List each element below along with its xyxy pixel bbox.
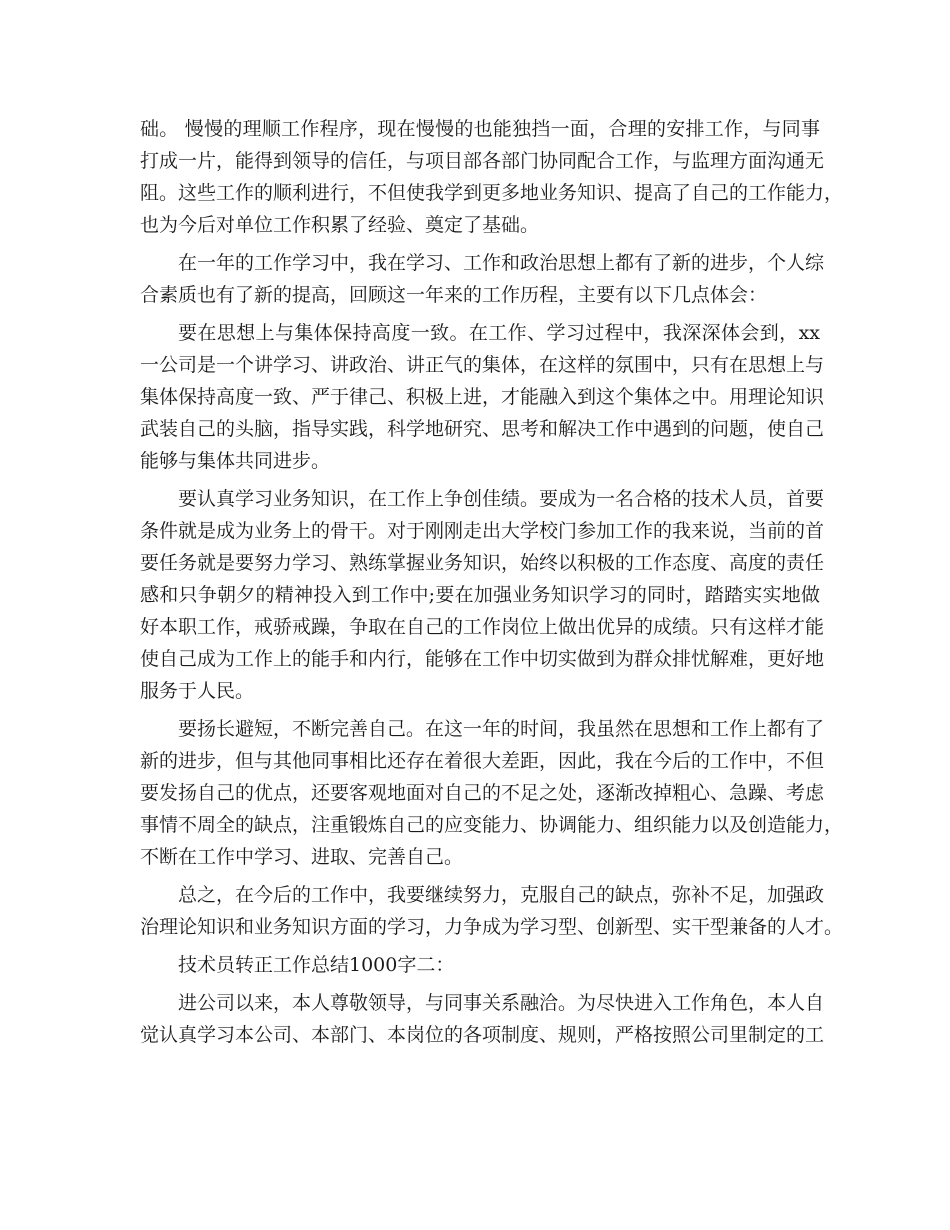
text-line: 感和只争朝夕的精神投入到工作中;要在加强业务知识学习的同时，踏踏实实地做 — [140, 584, 820, 606]
text-line: 打成一片，能得到领导的信任，与项目部各部门协同配合工作，与监理方面沟通无 — [140, 150, 825, 172]
text-line: 也为今后对单位工作积累了经验、奠定了基础。 — [140, 214, 540, 236]
text-line: 使自己成为工作上的能手和内行，能够在工作中切实做到为群众排忧解难，更好地 — [140, 648, 825, 670]
text-line: 阻。这些工作的顺利进行，不但使我学到更多地业务知识、提高了自己的工作能力， — [140, 182, 844, 204]
text-line: 要任务就是要努力学习、熟练掌握业务知识，始终以积极的工作态度、高度的责任 — [140, 552, 825, 574]
text-line: 总之，在今后的工作中，我要继续努力，克服自己的缺点，弥补不足，加强政 — [178, 884, 825, 906]
text-line: 集体保持高度一致、严于律己、积极上进，才能融入到这个集体之中。用理论知识 — [140, 386, 825, 408]
text-line: 要发扬自己的优点，还要客观地面对自己的不足之处，逐渐改掉粗心、急躁、考虑 — [140, 782, 825, 804]
paragraph — [140, 879, 844, 943]
paragraph — [140, 317, 825, 477]
text-line: 治理论知识和业务知识方面的学习，力争成为学习型、创新型、实干型兼备的人才。 — [140, 916, 844, 938]
text-line: 要认真学习业务知识，在工作上争创佳绩。要成为一名合格的技术人员，首要 — [178, 488, 825, 510]
text-line: 础。 慢慢的理顺工作程序，现在慢慢的也能独挡一面，合理的安排工作，与同事 — [140, 118, 820, 140]
text-line: 条件就是成为业务上的骨干。对于刚刚走出大学校门参加工作的我来说，当前的首 — [140, 520, 825, 542]
text-line: 技术员转正工作总结1000字二： — [178, 954, 455, 976]
document-page — [140, 113, 844, 1051]
paragraph — [140, 247, 825, 311]
text-line: 新的进步，但与其他同事相比还存在着很大差距，因此，我在今后的工作中，不但 — [140, 750, 825, 772]
document-body — [140, 113, 844, 1051]
text-line: 事情不周全的缺点，注重锻炼自己的应变能力、协调能力、组织能力以及创造能力， — [140, 814, 844, 836]
text-line: 要在思想上与集体保持高度一致。在工作、学习过程中，我深深体会到，xx — [178, 322, 820, 344]
paragraph — [140, 987, 825, 1051]
text-line: 一公司是一个讲学习、讲政治、讲正气的集体，在这样的氛围中，只有在思想上与 — [140, 354, 825, 376]
paragraph — [140, 713, 844, 873]
paragraph — [140, 949, 820, 981]
text-line: 要扬长避短，不断完善自己。在这一年的时间，我虽然在思想和工作上都有了 — [178, 718, 825, 740]
text-line: 好本职工作，戒骄戒躁，争取在自己的工作岗位上做出优异的成绩。只有这样才能 — [140, 616, 825, 638]
paragraph — [140, 483, 825, 707]
text-line: 不断在工作中学习、进取、完善自己。 — [140, 846, 464, 868]
text-line: 进公司以来，本人尊敬领导，与同事关系融洽。为尽快进入工作角色，本人自 — [178, 992, 825, 1014]
text-line: 觉认真学习本公司、本部门、本岗位的各项制度、规则，严格按照公司里制定的工 — [140, 1024, 825, 1046]
text-line: 合素质也有了新的提高，回顾这一年来的工作历程，主要有以下几点体会： — [140, 284, 768, 306]
paragraph — [140, 113, 844, 241]
text-line: 服务于人民。 — [140, 680, 255, 702]
text-line: 武装自己的头脑，指导实践，科学地研究、思考和解决工作中遇到的问题，使自己 — [140, 418, 825, 440]
text-line: 能够与集体共同进步。 — [140, 450, 331, 472]
text-line: 在一年的工作学习中，我在学习、工作和政治思想上都有了新的进步，个人综 — [178, 252, 825, 274]
